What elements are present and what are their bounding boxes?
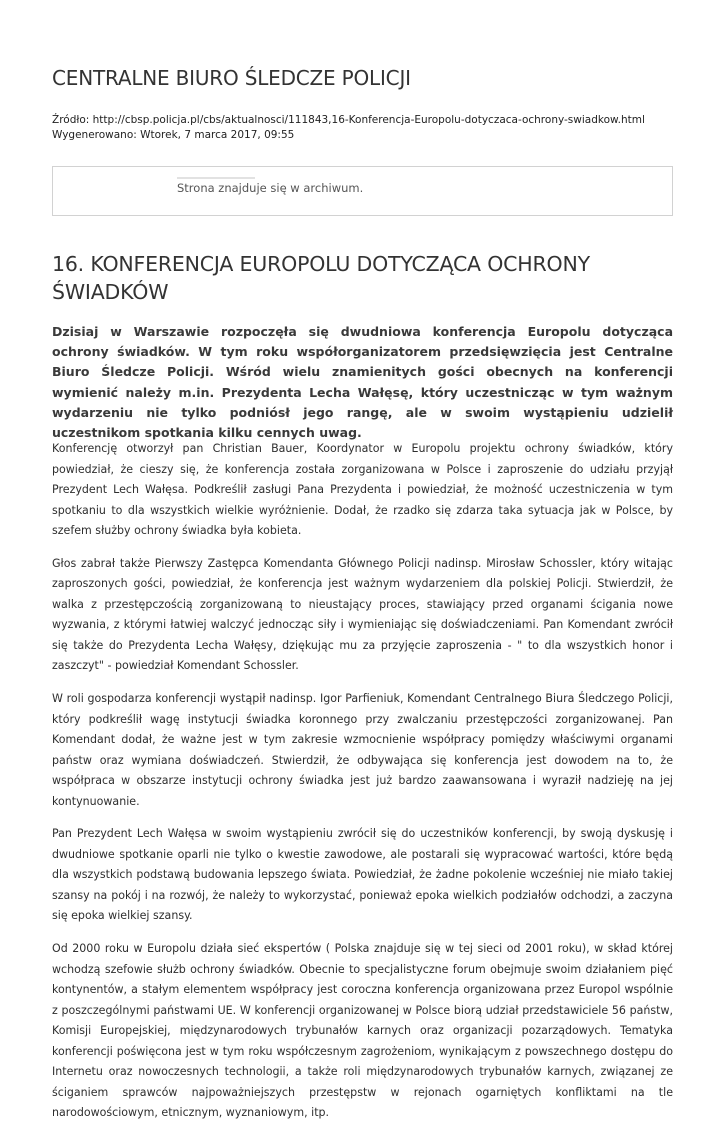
article-body xyxy=(52,439,673,1136)
site-title: CENTRALNE BIURO ŚLEDCZE POLICJI xyxy=(52,66,411,90)
archive-notice-text: Strona znajduje się w archiwum. xyxy=(177,181,364,195)
archive-notice xyxy=(52,166,673,216)
article-paragraph: Konferencję otworzył pan Christian Bauer, Koordynator w Europolu projektu ochrony świadków, który powiedział, że cieszy się, że konferencja została zorganizowana w Polsce i zaproszenie do udziału przyjął Prezydent Lech Wałęsa. Podkreślił zasługi Pana Prezydenta i powiedział, że możność uczestniczenia w tym spotkaniu to dla wszystkich wielkie wyróżnienie. Dodał, że rzadko się zdarza taka sytuacja jak w Polsce, by szefem służby ochrony świadka była kobieta. xyxy=(52,442,673,537)
article-paragraph: Od 2000 roku w Europolu działa sieć ekspertów ( Polska znajduje się w tej sieci od 2001 roku), w skład której wchodzą szefowie służb ochrony świadków. Obecnie to specjalistyczne forum obejmuje swoim działaniem pięć kontynentów, a stałym elementem współpracy jest coroczna konferencja organizowana przez Europol wspólnie z poszczególnymi państwami UE. W konferencji organizowanej w Polsce biorą udział przedstawiciele 56 państw, Komisji Europejskiej, międzynarodowych trybunałów karnych oraz organizacji pozarządowych. Tematyka konferencji poświęcona jest w tym roku współczesnym zagrożeniom, wynikającym z powszechnego dostępu do Internetu oraz nowoczesnych technologii, a także roli międzynarodowych trybunałów karnych, związanej ze ściganiem sprawców najpoważniejszych przestępstw w rejonach ogarniętych konfliktami na tle narodowościowym, etnicznym, wyznaniowym, itp. xyxy=(52,942,673,1120)
source-line: Źródło: http://cbsp.policja.pl/cbs/aktualnosci/111843,16-Konferencja-Europolu-dotyczaca-ochrony-swiadkow.html xyxy=(52,114,645,126)
article-paragraph: Pan Prezydent Lech Wałęsa w swoim wystąpieniu zwrócił się do uczestników konferencji, by swoją dyskusję i dwudniowe spotkanie oparli nie tylko o kwestie zawodowe, ale postarali się wypracować wartości, które będą dla wszystkich podstawą budowania lepszego świata. Powiedział, że żadne pokolenie wcześniej nie miało takiej szansy na pokój i na rozwój, że należy to wykorzystać, ponieważ epoka wielkich podziałów odchodzi, a zaczyna się epoka wielkiej szansy. xyxy=(52,827,673,923)
article-title: 16. KONFERENCJA EUROPOLU DOTYCZĄCA OCHRONY ŚWIADKÓW xyxy=(52,252,590,304)
article-paragraph: Głos zabrał także Pierwszy Zastępca Komendanta Głównego Policji nadinsp. Mirosław Schossler, który witając zaproszonych gości, powiedział, że konferencja jest ważnym wydarzeniem dla polskiej Policji. Stwierdził, że walka z przestępczością zorganizowaną to nieustający proces, stawiający przed organami ścigania nowe wyzwania, z którymi łatwiej walczyć jednocząc siły i wymieniając się doświadczeniami. Pan Komendant zwrócił się także do Prezydenta Lecha Wałęsy, dziękując mu za przyjęcie zaproszenia - " to dla wszystkich honor i zaszczyt" - powiedział Komendant Schossler. xyxy=(52,556,673,673)
generated-line: Wygenerowano: Wtorek, 7 marca 2017, 09:55 xyxy=(52,129,295,141)
article-paragraph: W roli gospodarza konferencji wystąpił nadinsp. Igor Parfieniuk, Komendant Centralnego Biura Śledczego Policji, który podkreślił wagę instytucji świadka koronnego przy zwalczaniu przestępczości zorganizowanej. Pan Komendant dodał, że ważne jest w tym zakresie wzmocnienie współpracy pomiędzy właściwymi organami państw oraz wymiana doświadczeń. Stwierdził, że odbywająca się konferencja jest dowodem na to, że współpraca w obszarze instytucji ochrony świadka jest już bardzo zaawansowana i wyraził nadzieję na jej kontynuowanie. xyxy=(52,692,673,808)
archive-divider xyxy=(177,177,255,179)
article-lead: Dzisiaj w Warszawie rozpoczęła się dwudniowa konferencja Europolu dotycząca ochrony świadków. W tym roku współorganizatorem przedsięwzięcia jest Centralne Biuro Śledcze Policji. Wśród wielu znamienitych gości obecnych na konferencji wymienić należy m.in. Prezydenta Lecha Wałęsę, który uczestnicząc w tym ważnym wydarzeniu nie tylko podniósł jego rangę, ale w swoim wystąpieniu udzielił uczestnikom spotkania kilku cennych uwag. xyxy=(52,324,673,441)
document-meta xyxy=(52,113,645,143)
